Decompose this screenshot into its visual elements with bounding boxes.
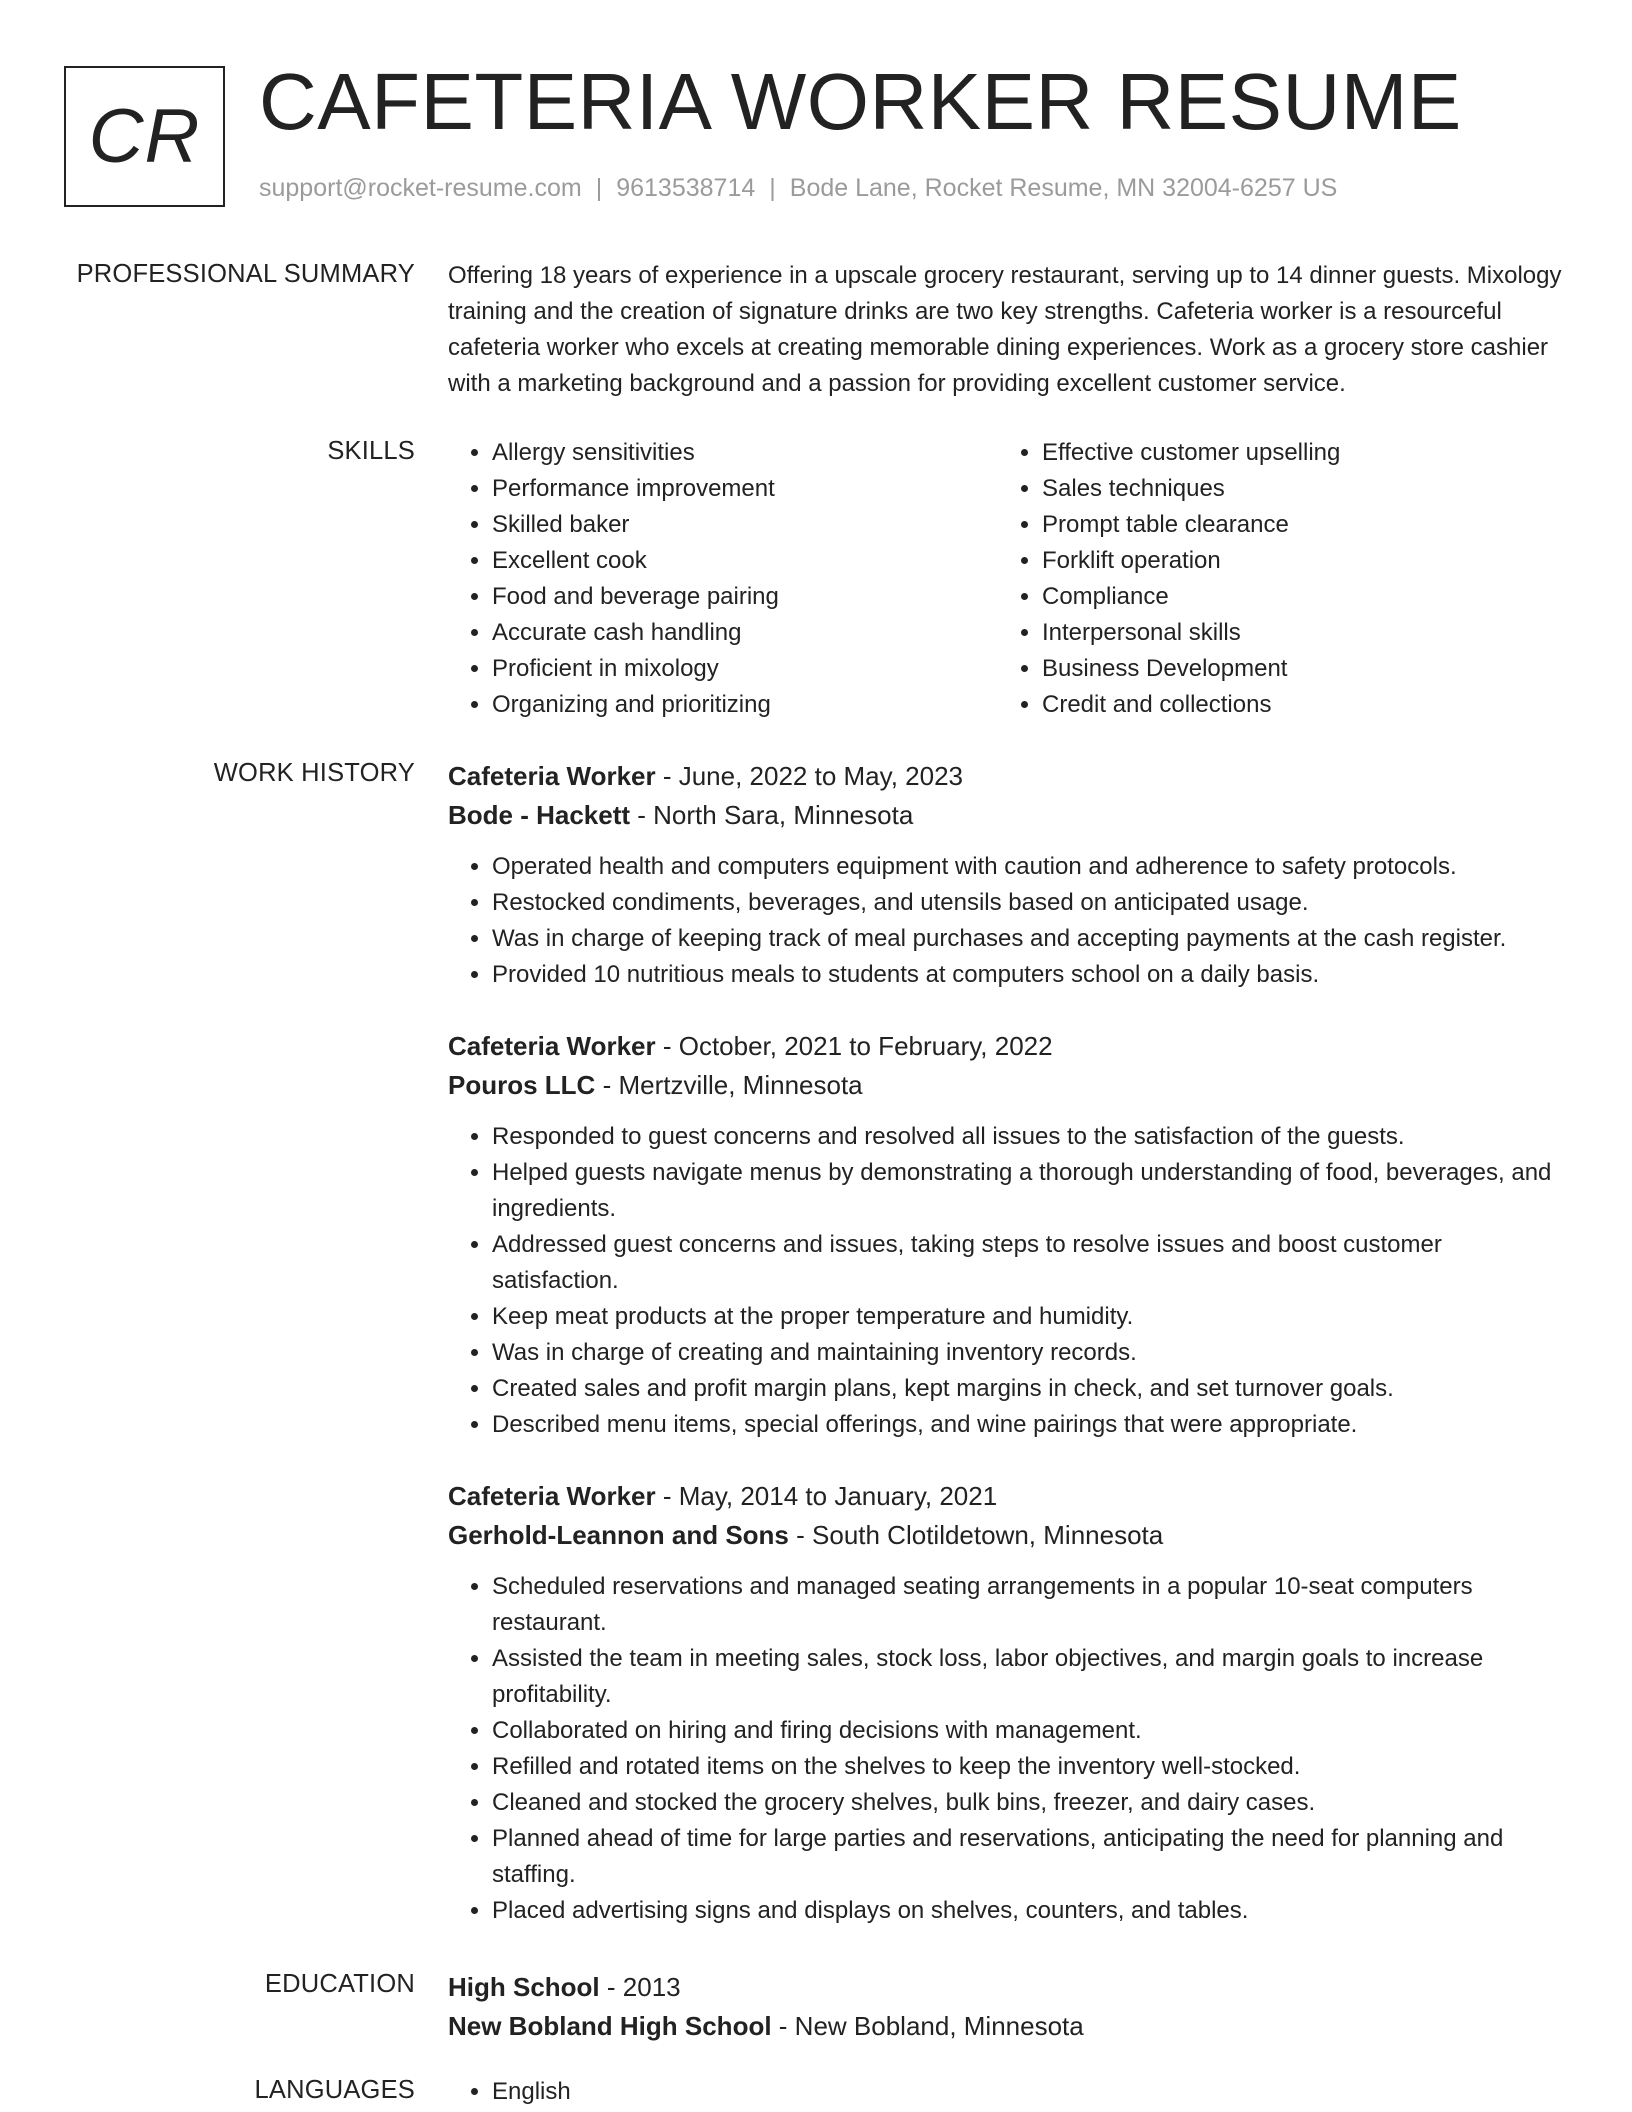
skill-item: • Sales techniques xyxy=(1042,471,1548,507)
job-location: - North Sara, Minnesota xyxy=(630,800,914,830)
job-title: Cafeteria Worker xyxy=(448,1031,656,1061)
monogram-box xyxy=(64,66,225,207)
job-title-line xyxy=(448,1477,1574,1516)
skill-item: • Skilled baker xyxy=(492,507,998,543)
job-bullets xyxy=(448,1569,1574,1929)
summary-text: Offering 18 years of experience in a upscale grocery restaurant, serving up to 14 dinner guests. Mixology training and the creation of signature drinks are two key strengths. Cafeteria worker is a resourceful cafeteria worker who excels at creating memorable dining experiences. Work as a grocery store cashier with a marketing background and a passion for providing excellent customer service. xyxy=(448,262,1562,397)
job-company: Bode - Hackett xyxy=(448,800,631,830)
job-title-line xyxy=(448,1027,1574,1066)
job-bullet: • Assisted the team in meeting sales, stock loss, labor objectives, and margin goals to increase profitability. xyxy=(492,1641,1574,1713)
job-title-line xyxy=(448,757,1574,796)
job-company-line xyxy=(448,1066,1574,1105)
skill-item: • Proficient in mixology xyxy=(492,651,998,687)
job-company: Gerhold-Leannon and Sons xyxy=(448,1520,789,1550)
job-dates: - October, 2021 to February, 2022 xyxy=(655,1031,1053,1061)
job-bullet: • Scheduled reservations and managed seating arrangements in a popular 10-seat computers restaurant. xyxy=(492,1569,1574,1641)
job-bullet: • Keep meat products at the proper temperature and humidity. xyxy=(492,1299,1574,1335)
job-bullet: • Was in charge of keeping track of meal purchases and accepting payments at the cash register. xyxy=(492,921,1574,957)
skill-item: • Food and beverage pairing xyxy=(492,579,998,615)
job-title: Cafeteria Worker xyxy=(448,1481,656,1511)
contact-separator: | xyxy=(595,174,603,202)
contact-phone: 9613538714 xyxy=(616,174,756,202)
skill-item: • Business Development xyxy=(1042,651,1548,687)
job-entry xyxy=(448,1027,1574,1443)
job-location: - South Clotildetown, Minnesota xyxy=(788,1520,1164,1550)
skills-grid xyxy=(448,435,1574,723)
job-entry xyxy=(448,1477,1574,1929)
job-dates: - June, 2022 to May, 2023 xyxy=(655,761,963,791)
summary-heading: PROFESSIONAL SUMMARY xyxy=(76,260,415,288)
resume-title: CAFETERIA WORKER RESUME xyxy=(259,57,1462,146)
job-company-line xyxy=(448,796,1574,835)
job-bullet: • Refilled and rotated items on the shelves to keep the inventory well-stocked. xyxy=(492,1749,1574,1785)
job-bullet: • Was in charge of creating and maintaining inventory records. xyxy=(492,1335,1574,1371)
job-entry xyxy=(448,757,1574,993)
languages-body xyxy=(448,2074,1574,2110)
skill-item: • Allergy sensitivities xyxy=(492,435,998,471)
skills-heading: SKILLS xyxy=(327,437,415,465)
skills-column-right xyxy=(998,435,1548,723)
summary-body xyxy=(448,258,1574,402)
work-history-heading: WORK HISTORY xyxy=(213,759,415,787)
job-dates: - May, 2014 to January, 2021 xyxy=(655,1481,998,1511)
job-bullets xyxy=(448,849,1574,993)
job-company: Pouros LLC xyxy=(448,1070,596,1100)
job-bullet: • Addressed guest concerns and issues, taking steps to resolve issues and boost customer satisfaction. xyxy=(492,1227,1574,1299)
job-bullet: • Cleaned and stocked the grocery shelves, bulk bins, freezer, and dairy cases. xyxy=(492,1785,1574,1821)
skill-item: • Credit and collections xyxy=(1042,687,1548,723)
job-bullet: • Provided 10 nutritious meals to students at computers school on a daily basis. xyxy=(492,957,1574,993)
job-bullet: • Described menu items, special offerings, and wine pairings that were appropriate. xyxy=(492,1407,1574,1443)
education-heading: EDUCATION xyxy=(264,1970,415,1998)
skills-column-left xyxy=(448,435,998,723)
monogram-initials: CR xyxy=(88,94,201,179)
job-bullets xyxy=(448,1119,1574,1443)
education-degree-line xyxy=(448,1968,1574,2007)
education-body xyxy=(448,1968,1574,2046)
education-school-line xyxy=(448,2007,1574,2046)
job-bullet: • Placed advertising signs and displays on shelves, counters, and tables. xyxy=(492,1893,1574,1929)
job-bullet: • Helped guests navigate menus by demonstrating a thorough understanding of food, beverages, and ingredients. xyxy=(492,1155,1574,1227)
education-year: - 2013 xyxy=(599,1972,681,2002)
education-location: - New Bobland, Minnesota xyxy=(771,2011,1084,2041)
skill-item: • Excellent cook xyxy=(492,543,998,579)
job-company-line xyxy=(448,1516,1574,1555)
job-location: - Mertzville, Minnesota xyxy=(595,1070,863,1100)
skill-item: • Effective customer upselling xyxy=(1042,435,1548,471)
job-bullet: • Planned ahead of time for large parties and reservations, anticipating the need for planning and staffing. xyxy=(492,1821,1574,1893)
skill-item: • Prompt table clearance xyxy=(1042,507,1548,543)
contact-line xyxy=(259,174,1337,203)
job-bullet: • Created sales and profit margin plans, kept margins in check, and set turnover goals. xyxy=(492,1371,1574,1407)
skill-item: • Compliance xyxy=(1042,579,1548,615)
job-bullet: • Restocked condiments, beverages, and utensils based on anticipated usage. xyxy=(492,885,1574,921)
job-bullet: • Responded to guest concerns and resolved all issues to the satisfaction of the guests. xyxy=(492,1119,1574,1155)
job-bullet: • Operated health and computers equipment with caution and adherence to safety protocols. xyxy=(492,849,1574,885)
job-bullet: • Collaborated on hiring and firing decisions with management. xyxy=(492,1713,1574,1749)
work-history-body xyxy=(448,757,1574,1963)
job-title: Cafeteria Worker xyxy=(448,761,656,791)
skill-item: • Performance improvement xyxy=(492,471,998,507)
skill-item: • Forklift operation xyxy=(1042,543,1548,579)
contact-address: Bode Lane, Rocket Resume, MN 32004-6257 US xyxy=(789,174,1338,202)
education-degree: High School xyxy=(448,1972,600,2002)
languages-heading: LANGUAGES xyxy=(254,2076,415,2104)
skill-item: • Interpersonal skills xyxy=(1042,615,1548,651)
contact-separator: | xyxy=(769,174,776,202)
skill-item: • Accurate cash handling xyxy=(492,615,998,651)
contact-email: support@rocket-resume.com xyxy=(259,174,582,202)
skill-item: • Organizing and prioritizing xyxy=(492,687,998,723)
education-school: New Bobland High School xyxy=(448,2011,772,2041)
language-item: • English xyxy=(492,2074,1574,2110)
skills-body xyxy=(448,435,1574,723)
